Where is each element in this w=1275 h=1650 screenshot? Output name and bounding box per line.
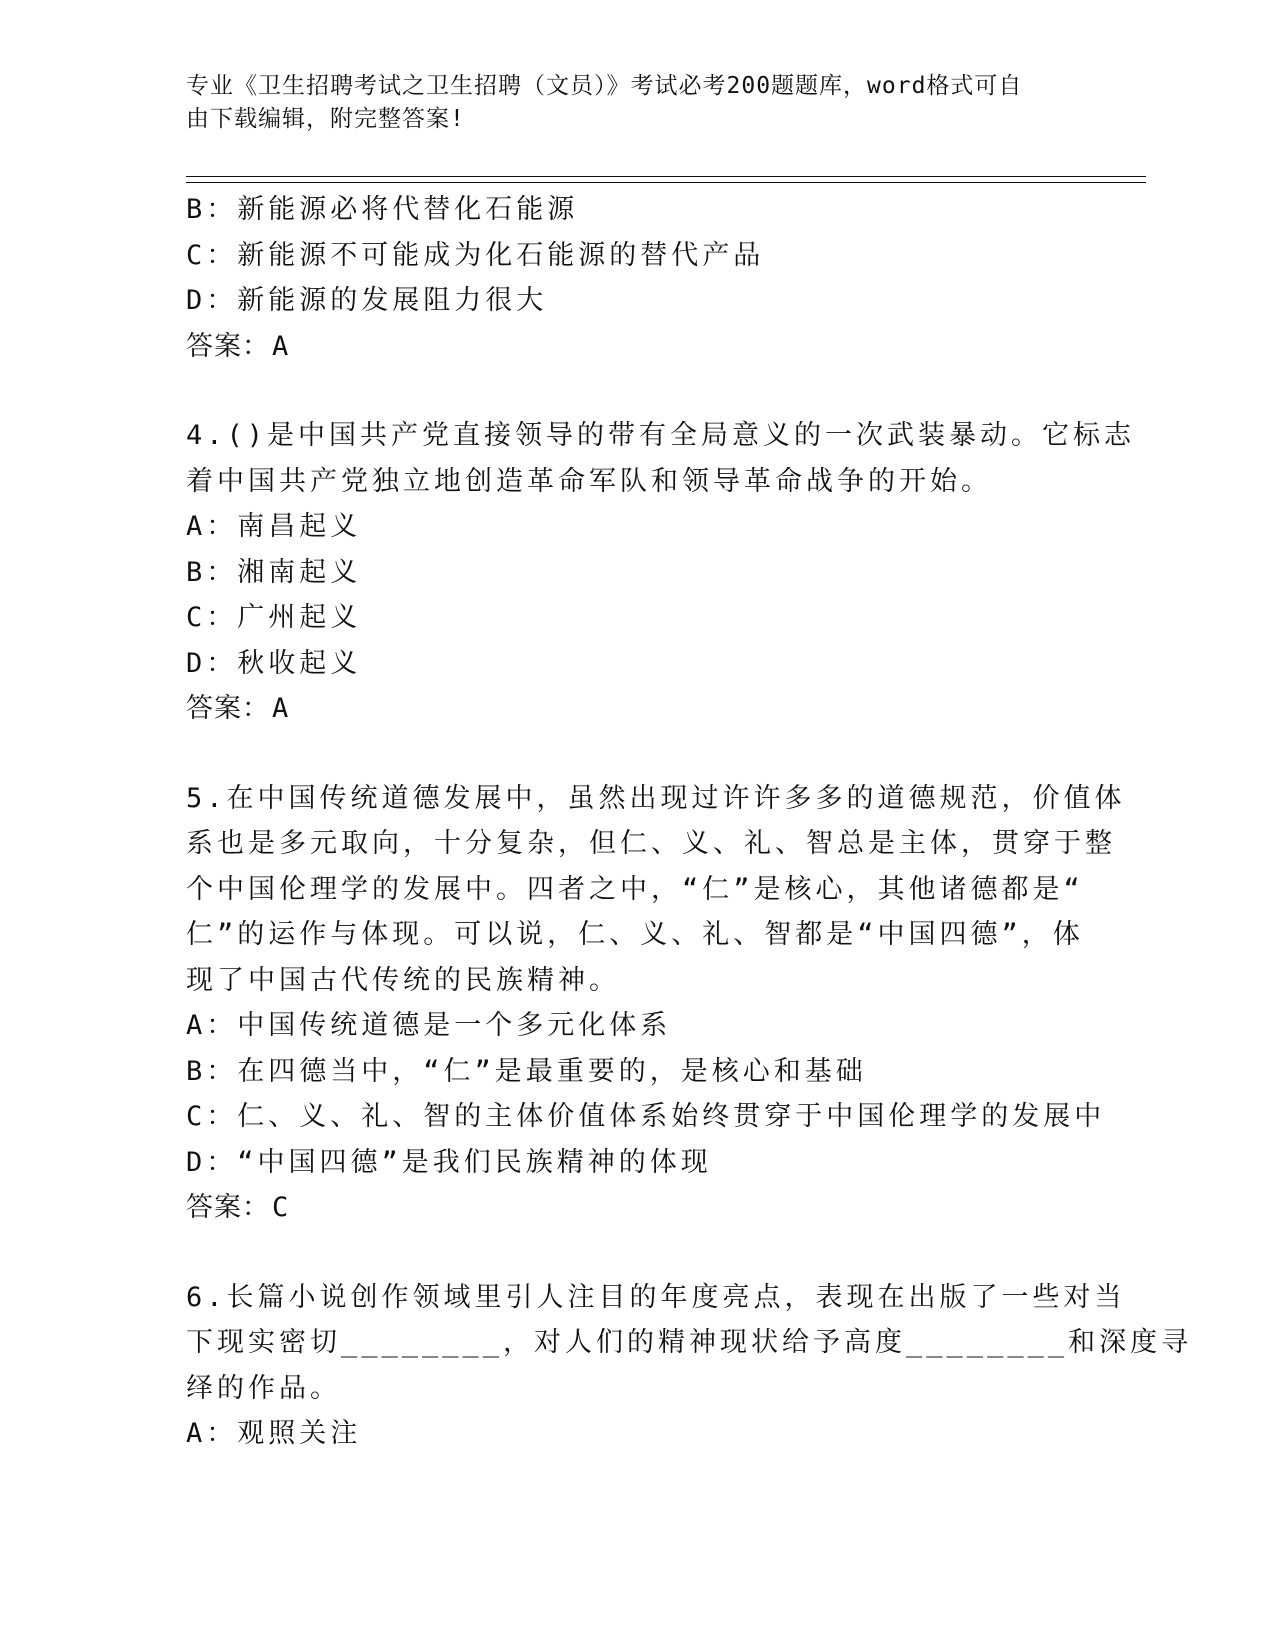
question-5	[186, 776, 1126, 1231]
option-d: D：“中国四德”是我们民族精神的体现	[186, 1146, 712, 1178]
question-text-line: 系也是多元取向，十分复杂，但仁、义、礼、智总是主体，贯穿于整	[186, 828, 1116, 859]
option-a: A：观照关注	[186, 1418, 362, 1449]
header-line-1: 专业《卫生招聘考试之卫生招聘（文员）》考试必考200题题库，word格式可自	[186, 73, 1023, 99]
question-list	[186, 187, 1193, 1457]
option-b: B：在四德当中，“仁”是最重要的，是核心和基础	[186, 1055, 867, 1087]
answer-value: A	[272, 330, 290, 362]
question-text-line: 4.()是中国共产党直接领导的带有全局意义的一次武装暴动。它标志	[186, 420, 1136, 451]
question-4	[186, 413, 1136, 732]
question-6	[186, 1275, 1193, 1457]
question-text-line: 现了中国古代传统的民族精神。	[186, 964, 620, 996]
answer-label: 答案：	[186, 330, 270, 362]
question-text-line: 个中国伦理学的发展中。四者之中，“仁”是核心，其他诸德都是“	[186, 873, 1084, 905]
answer-value: C	[272, 1192, 290, 1223]
answer-line	[186, 686, 1066, 732]
option-b: B：新能源必将代替化石能源	[186, 194, 579, 225]
answer-label: 答案：	[186, 1192, 270, 1223]
answer-line	[186, 1185, 1066, 1231]
question-text-line: 绎的作品。	[186, 1372, 341, 1404]
header-rule-bottom	[186, 182, 1146, 183]
question-3	[186, 187, 1066, 369]
question-text-line: 5.在中国传统道德发展中，虽然出现过许许多多的道德规范，价值体	[186, 782, 1126, 814]
question-text-line: 仁”的运作与体现。可以说，仁、义、礼、智都是“中国四德”，体	[186, 919, 1084, 950]
option-c: C：广州起义	[186, 602, 362, 633]
answer-label: 答案：	[186, 693, 270, 724]
question-text-line: 着中国共产党独立地创造革命军队和领导革命战争的开始。	[186, 465, 992, 497]
option-c: C：仁、义、礼、智的主体价值体系始终贯穿于中国伦理学的发展中	[186, 1101, 1106, 1132]
option-a: A：中国传统道德是一个多元化体系	[186, 1010, 672, 1041]
header-line-2: 由下载编辑，附完整答案!	[186, 106, 465, 132]
question-text-line: 6.长篇小说创作领域里引人注目的年度亮点，表现在出版了一些对当	[186, 1281, 1126, 1313]
option-c: C：新能源不可能成为化石能源的替代产品	[186, 239, 765, 271]
document-header	[186, 70, 1066, 136]
header-rule-top	[186, 176, 1146, 177]
question-text-line: 下现实密切________，对人们的精神现状给予高度________和深度寻	[186, 1327, 1193, 1358]
answer-line	[186, 324, 1066, 370]
option-a: A：南昌起义	[186, 511, 362, 542]
option-b: B：湘南起义	[186, 556, 362, 588]
answer-value: A	[272, 693, 290, 724]
option-d: D：秋收起义	[186, 647, 362, 679]
option-d: D：新能源的发展阻力很大	[186, 285, 548, 316]
